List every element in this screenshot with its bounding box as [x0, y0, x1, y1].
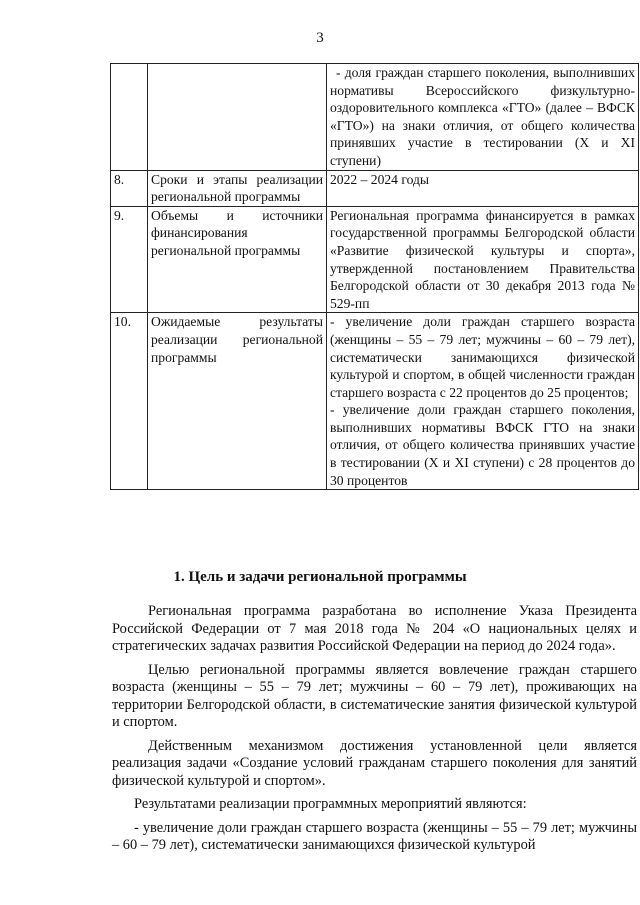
row-name: Объемы и источники финансирования региональной программы — [148, 206, 327, 313]
table-row — [111, 206, 639, 313]
paragraph: Результатами реализации программных мероприятий являются: — [134, 796, 527, 812]
body-text — [112, 603, 637, 855]
table-row — [111, 64, 639, 171]
paragraph: Целью региональной программы является вовлечение граждан старшего возраста (женщины – 55 – 79 лет; мужчины – 60 – 79 лет), проживающих на территории Белгородской области, в систематические занятия физической культурой и спортом. — [112, 661, 637, 730]
row-number — [111, 64, 148, 171]
paragraph: Региональная программа разработана во исполнение Указа Президента Российской Федерации от 7 мая 2018 года № 204 «О национальных целях и стратегических задачах развития Российской Федерации на период до 2024 года». — [112, 603, 637, 654]
row-number: 8. — [111, 170, 148, 206]
program-passport-table — [110, 63, 639, 490]
page-number: 3 — [316, 30, 324, 46]
row-value — [327, 313, 639, 490]
row-value — [327, 170, 639, 206]
row-value-text: - увеличение доли граждан старшего поколения, выполнивших нормативы ВФСК ГТО на знаки отличия, от общего количества принявших участие в тестировании (X и XI ступени) с 28 процентов до 30 процентов — [330, 402, 635, 488]
row-value-text: - доля граждан старшего поколения, выполнивших нормативы Всероссийского физкультурно-оздоровительного комплекса «ГТО» (далее – ВФСК «ГТО») на знаки отличия, от общего количества принявших участие в тестировании (X и XI ступени) — [330, 65, 635, 168]
row-value — [327, 206, 639, 313]
row-value-text: Региональная программа финансируется в рамках государственной программы Белгородской области «Развитие физической культуры и спорта», утвержденной постановлением Правительства Белгородской области от 30 декабря 2013 года № 529-пп — [330, 207, 635, 311]
table-row — [111, 170, 639, 206]
row-value — [327, 64, 639, 171]
row-value-text: - увеличение доли граждан старшего возраста (женщины – 55 – 79 лет; мужчины – 60 – 79 лет), систематически занимающихся физической культурой и спортом, в общей численности граждан старшего возраста с 22 процентов до 25 процентов; — [330, 314, 635, 400]
row-name — [148, 64, 327, 171]
row-number: 10. — [111, 313, 148, 490]
paragraph: Действенным механизмом достижения установленной цели является реализация задачи «Создание условий гражданам старшего поколения для занятий физической культурой и спортом». — [112, 737, 637, 789]
row-number: 9. — [111, 206, 148, 313]
section-heading: 1. Цель и задачи региональной программы — [173, 569, 467, 585]
paragraph: - увеличение доли граждан старшего возраста (женщины – 55 – 79 лет; мужчины – 60 – 79 лет), систематически занимающихся физической культурой — [112, 819, 637, 853]
row-value-text: 2022 – 2024 годы — [330, 171, 430, 187]
row-name: Ожидаемые результаты реализации региональной программы — [148, 313, 327, 490]
table-row — [111, 313, 639, 490]
row-name: Сроки и этапы реализации региональной программы — [148, 170, 327, 206]
